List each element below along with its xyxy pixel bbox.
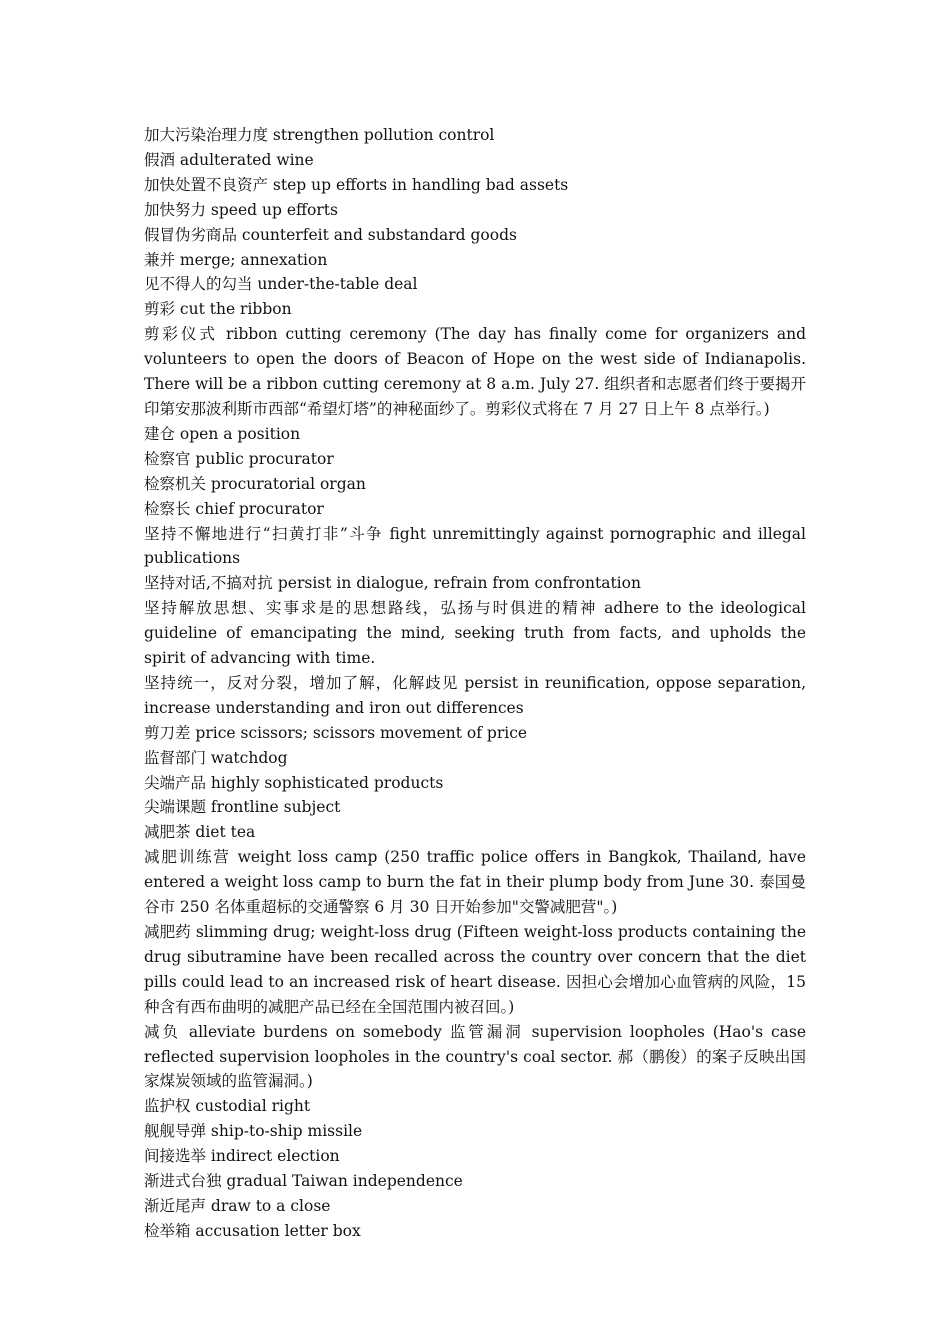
glossary-entry: 剪刀差 price scissors; scissors movement of price — [144, 723, 528, 742]
glossary-entry: 见不得人的勾当 under-the-table deal — [144, 275, 418, 294]
glossary-entry: 检举箱 accusation letter box — [144, 1221, 361, 1240]
glossary-entry: 检察机关 procuratorial organ — [144, 474, 366, 493]
glossary-entry: 舰舰导弹 ship-to-ship missile — [144, 1122, 363, 1141]
glossary-entry: 坚持解放思想、实事求是的思想路线，弘扬与时俱进的精神 adhere to the ideological guideline of emancipating the mind, seeking truth from facts, and upholds the spirit of advancing with time. — [144, 599, 806, 668]
glossary-entry: 坚持不懈地进行“扫黄打非”斗争 fight unremittingly against pornographic and illegal publications — [144, 524, 806, 568]
glossary-entry: 假冒伪劣商品 counterfeit and substandard goods — [144, 225, 517, 244]
glossary-entry: 渐近尾声 draw to a close — [144, 1196, 331, 1215]
glossary-entry: 尖端产品 highly sophisticated products — [144, 773, 444, 792]
glossary-entry: 渐进式台独 gradual Taiwan independence — [144, 1172, 463, 1191]
document-page — [144, 123, 806, 1244]
glossary-entry: 加快努力 speed up efforts — [144, 200, 338, 219]
glossary-entry: 坚持统一，反对分裂，增加了解，化解歧见 persist in reunification, oppose separation, increase understanding and iron out differences — [144, 673, 806, 717]
glossary-entry: 尖端课题 frontline subject — [144, 798, 341, 817]
glossary-entry: 建仓 open a position — [144, 424, 301, 443]
glossary-entry: 减负 alleviate burdens on somebody 监管漏洞 supervision loopholes (Hao's case reflected supervision loopholes in the country's coal sector. 郝（鹏俊）的案子反映出国家煤炭领域的监管漏洞。) — [144, 1022, 806, 1091]
glossary-entry: 检察官 public procurator — [144, 449, 334, 468]
glossary-entry: 间接选举 indirect election — [144, 1147, 340, 1166]
glossary-entry: 坚持对话,不搞对抗 persist in dialogue, refrain from confrontation — [144, 574, 641, 593]
glossary-entry: 兼并 merge; annexation — [144, 250, 328, 269]
glossary-entry: 监督部门 watchdog — [144, 748, 288, 767]
glossary-entry: 剪彩 cut the ribbon — [144, 300, 292, 319]
glossary-entry: 减肥训练营 weight loss camp (250 traffic police offers in Bangkok, Thailand, have entered a weight loss camp to burn the fat in their plump body from June 30. 泰国曼谷市 250 名体重超标的交通警察 6 月 30 日开始参加"交警减肥营"。) — [144, 848, 806, 917]
glossary-entry: 检察长 chief procurator — [144, 499, 324, 518]
glossary-entry: 剪彩仪式 ribbon cutting ceremony (The day has finally come for organizers and volunteers to open the doors of Beacon of Hope on the west side of Indianapolis. There will be a ribbon cutting ceremony at 8 a.m. July 27. 组织者和志愿者们终于要揭开印第安那波利斯市西部“希望灯塔”的神秘面纱了。剪彩仪式将在 7 月 27 日上午 8 点举行。) — [144, 325, 806, 418]
glossary-entry: 减肥茶 diet tea — [144, 823, 256, 842]
glossary-entry: 假酒 adulterated wine — [144, 150, 314, 169]
glossary-entry: 监护权 custodial right — [144, 1097, 311, 1116]
glossary-entry: 加快处置不良资产 step up efforts in handling bad assets — [144, 175, 569, 194]
glossary-entry: 加大污染治理力度 strengthen pollution control — [144, 126, 495, 144]
glossary-entry: 减肥药 slimming drug; weight-loss drug (Fifteen weight-loss products containing the drug sibutramine have been recalled across the country over concern that the diet pills could lead to an increased risk of heart disease. 因担心会增加心血管病的风险，15 种含有西布曲明的减肥产品已经在全国范围内被召回。) — [144, 923, 806, 1016]
